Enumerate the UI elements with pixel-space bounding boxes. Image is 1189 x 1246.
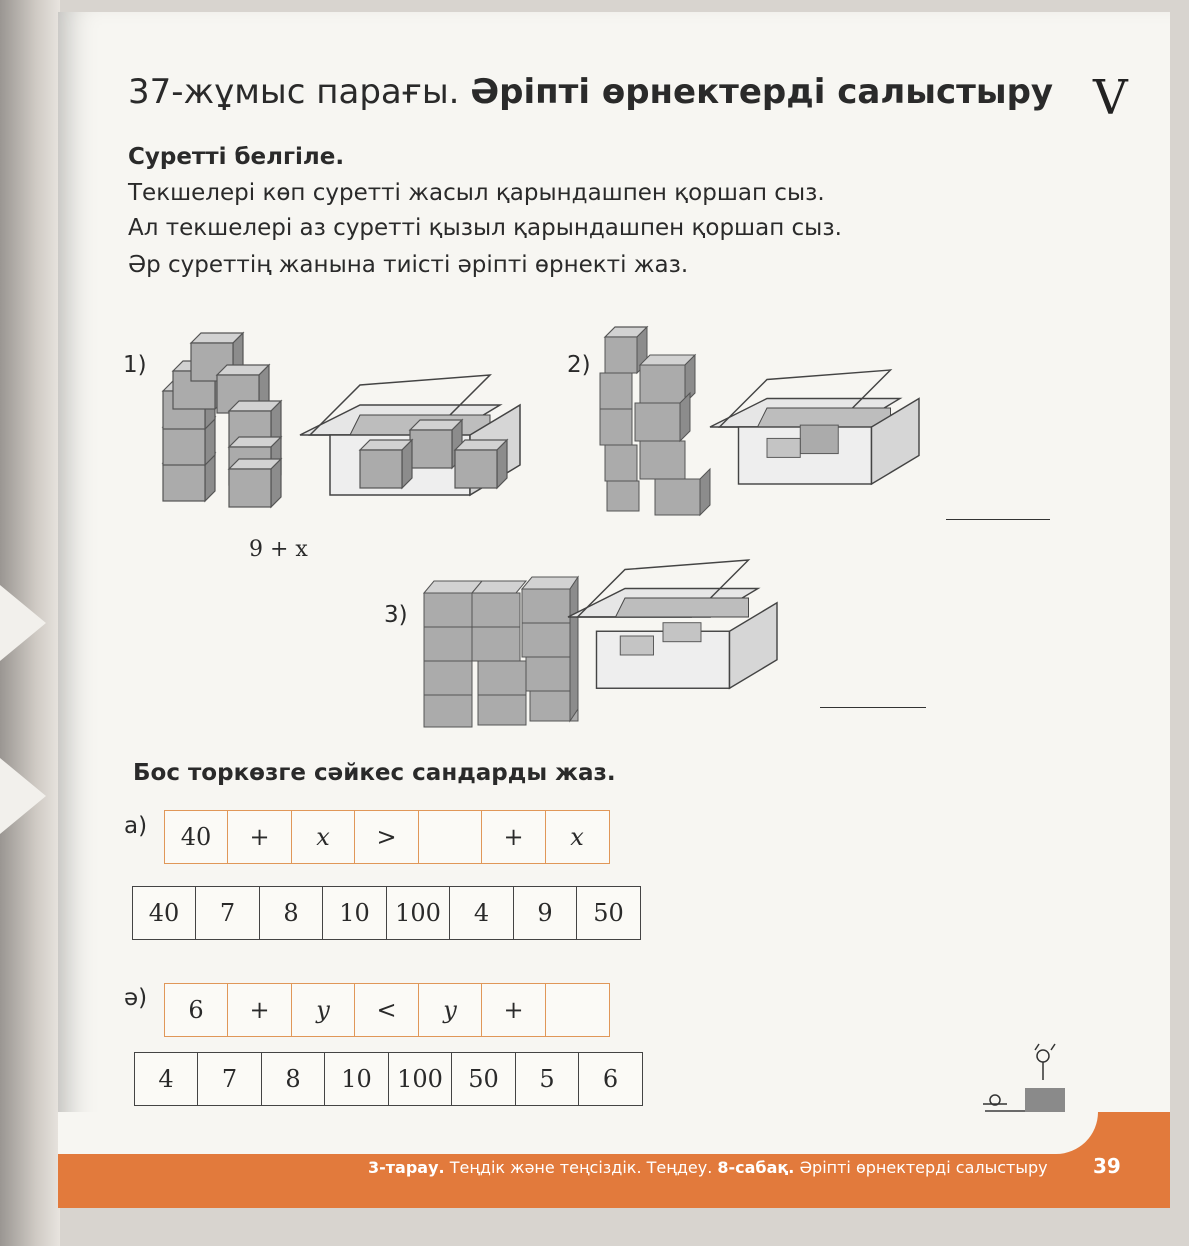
- blank-answer-cell[interactable]: [418, 810, 483, 864]
- instructions-title: Суретті белгіле.: [128, 144, 345, 170]
- spine-arrow-icon: [0, 758, 46, 834]
- exercise-b-number-bank: [135, 1052, 643, 1106]
- picture-3-answer-line[interactable]: [820, 707, 926, 708]
- picture-1-expression: 9 + x: [249, 537, 308, 562]
- picture-2-label: 2): [567, 352, 591, 378]
- blank-answer-cell[interactable]: [545, 983, 610, 1037]
- picture-1-label: 1): [123, 352, 147, 378]
- footer-caption: [368, 1158, 1048, 1177]
- number-cell: 7: [195, 886, 260, 940]
- footer-chapter-title: Теңдік және теңсіздік. Теңдеу.: [449, 1158, 713, 1177]
- number-cell: 50: [576, 886, 641, 940]
- exercise-a-expression-row: [165, 810, 610, 864]
- expression-cell: x: [291, 810, 356, 864]
- expression-cell: +: [481, 810, 546, 864]
- number-cell: 8: [261, 1052, 326, 1106]
- footer-chapter: 3-тарау.: [368, 1158, 445, 1177]
- exercise-title: Бос торкөзге сәйкес сандарды жаз.: [133, 760, 616, 786]
- number-cell: 6: [578, 1052, 643, 1106]
- footer-lesson-title: Әріпті өрнектерді салыстыру: [799, 1158, 1048, 1177]
- footer-lesson: 8-сабақ.: [717, 1158, 795, 1177]
- expression-cell: 40: [164, 810, 229, 864]
- instruction-line: Ал текшелері аз суретті қызыл қарындашпен қоршап сыз.: [128, 215, 842, 241]
- worksheet-header: [128, 72, 1053, 112]
- picture-2-cubes-and-box: [595, 325, 935, 535]
- number-cell: 4: [449, 886, 514, 940]
- number-cell: 4: [134, 1052, 199, 1106]
- number-cell: 10: [322, 886, 387, 940]
- number-cell: 10: [324, 1052, 389, 1106]
- expression-cell: y: [418, 983, 483, 1037]
- number-cell: 8: [259, 886, 324, 940]
- picture-2-answer-line[interactable]: [946, 519, 1050, 520]
- exercise-a-number-bank: [133, 886, 641, 940]
- page-number: 39: [1093, 1154, 1121, 1178]
- footer-curve: [58, 1112, 1098, 1154]
- spine-arrow-icon: [0, 585, 46, 661]
- picture-3-cubes-and-box: [418, 555, 788, 730]
- number-cell: 7: [197, 1052, 262, 1106]
- exercise-b-expression-row: [165, 983, 610, 1037]
- picture-3-label: 3): [384, 602, 408, 628]
- instruction-line: Текшелері көп суретті жасыл қарындашпен қоршап сыз.: [128, 180, 825, 206]
- number-cell: 100: [388, 1052, 453, 1106]
- expression-cell: +: [227, 810, 292, 864]
- picture-1-cubes-and-box: [155, 325, 525, 525]
- expression-cell: y: [291, 983, 356, 1037]
- expression-cell: +: [227, 983, 292, 1037]
- exercise-b-label: ә): [124, 985, 148, 1011]
- exercise-a-label: а): [124, 813, 148, 839]
- expression-cell: 6: [164, 983, 229, 1037]
- expression-cell: <: [354, 983, 419, 1037]
- worksheet-number: 37-жұмыс парағы.: [128, 72, 460, 112]
- page-footer: [58, 1112, 1170, 1208]
- worksheet-title: Әріпті өрнектерді салыстыру: [470, 72, 1054, 112]
- number-cell: 40: [132, 886, 197, 940]
- handwritten-check-mark: V: [1093, 70, 1128, 126]
- expression-cell: +: [481, 983, 546, 1037]
- number-cell: 9: [513, 886, 578, 940]
- number-cell: 5: [515, 1052, 580, 1106]
- number-cell: 50: [451, 1052, 516, 1106]
- expression-cell: x: [545, 810, 610, 864]
- instruction-line: Әр суреттің жанына тиісті әріпті өрнекті жаз.: [128, 252, 689, 278]
- number-cell: 100: [386, 886, 451, 940]
- expression-cell: >: [354, 810, 419, 864]
